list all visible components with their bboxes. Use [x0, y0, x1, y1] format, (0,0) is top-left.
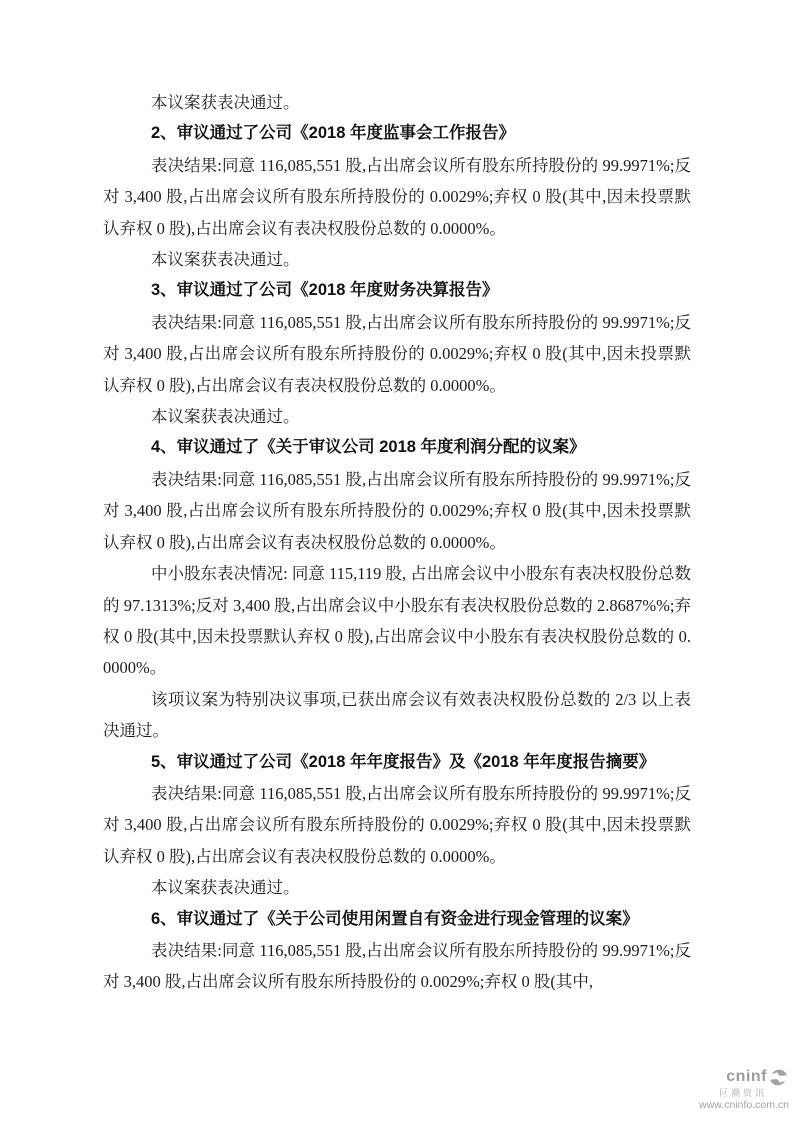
resolution-5-heading: 5、审议通过了公司《2018 年年度报告》及《2018 年年度报告摘要》: [151, 752, 656, 771]
document-content: [103, 87, 691, 998]
resolution-3-vote-result: 表决结果:同意 116,085,551 股,占出席会议所有股东所持股份的 99.9971%;反对 3,400 股,占出席会议所有股东所持股份的 0.0029%;弃权 0 股(其中,因未投票默认弃权 0 股),占出席会议有表决权股份总数的 0.0000%。: [103, 312, 691, 395]
resolution-2-vote-result: 表决结果:同意 116,085,551 股,占出席会议所有股东所持股份的 99.9971%;反对 3,400 股,占出席会议所有股东所持股份的 0.0029%;弃权 0 股(其中,因未投票默认弃权 0 股),占出席会议有表决权股份总数的 0.0000%。: [103, 155, 691, 238]
cninfo-brand-chinese: 巨潮资讯: [718, 1087, 767, 1098]
cninfo-logo-icon: [768, 1067, 789, 1088]
resolution-5-vote-result: 表决结果:同意 116,085,551 股,占出席会议所有股东所持股份的 99.9971%;反对 3,400 股,占出席会议所有股东所持股份的 0.0029%;弃权 0 股(其中,因未投票默认弃权 0 股),占出席会议有表决权股份总数的 0.0000%。: [103, 783, 691, 866]
resolution-4-minority-vote: 中小股东表决情况: 同意 115,119 股, 占出席会议中小股东有表决权股份总数的 97.1313%;反对 3,400 股,占出席会议中小股东有表决权股份总数的 2.8687%%;弃权 0 股(其中,因未投票默认弃权 0 股),占出席会议中小股东有表决权股份总数的 0.0000%。: [103, 564, 691, 678]
cninfo-url: www.cninfo.com.cn: [699, 1099, 789, 1112]
resolution-4-heading: 4、审议通过了《关于审议公司 2018 年度利润分配的议案》: [151, 438, 586, 457]
cninfo-watermark: [699, 1067, 789, 1112]
resolution-2-heading: 2、审议通过了公司《2018 年度监事会工作报告》: [151, 124, 515, 143]
resolution-4-vote-result: 表决结果:同意 116,085,551 股,占出席会议所有股东所持股份的 99.9971%;反对 3,400 股,占出席会议所有股东所持股份的 0.0029%;弃权 0 股(其中,因未投票默认弃权 0 股),占出席会议有表决权股份总数的 0.0000%。: [103, 469, 691, 552]
cninfo-brand-text: cninf: [726, 1068, 767, 1086]
approval-note-1: 本议案获表决通过。: [151, 93, 300, 112]
approval-note-3: 本议案获表决通过。: [151, 407, 300, 427]
special-resolution-note: 该项议案为特别决议事项,已获出席会议有效表决权股份总数的 2/3 以上表决通过。: [103, 689, 691, 741]
approval-note-5: 本议案获表决通过。: [151, 878, 300, 898]
resolution-6-vote-result: 表决结果:同意 116,085,551 股,占出席会议所有股东所持股份的 99.9971%;反对 3,400 股,占出席会议所有股东所持股份的 0.0029%;弃权 0 股(其中,: [103, 940, 691, 992]
resolution-6-heading: 6、审议通过了《关于公司使用闲置自有资金进行现金管理的议案》: [151, 909, 639, 928]
resolution-3-heading: 3、审议通过了公司《2018 年度财务决算报告》: [151, 281, 499, 300]
cninfo-brand-row: [699, 1067, 789, 1088]
approval-note-2: 本议案获表决通过。: [151, 250, 300, 270]
